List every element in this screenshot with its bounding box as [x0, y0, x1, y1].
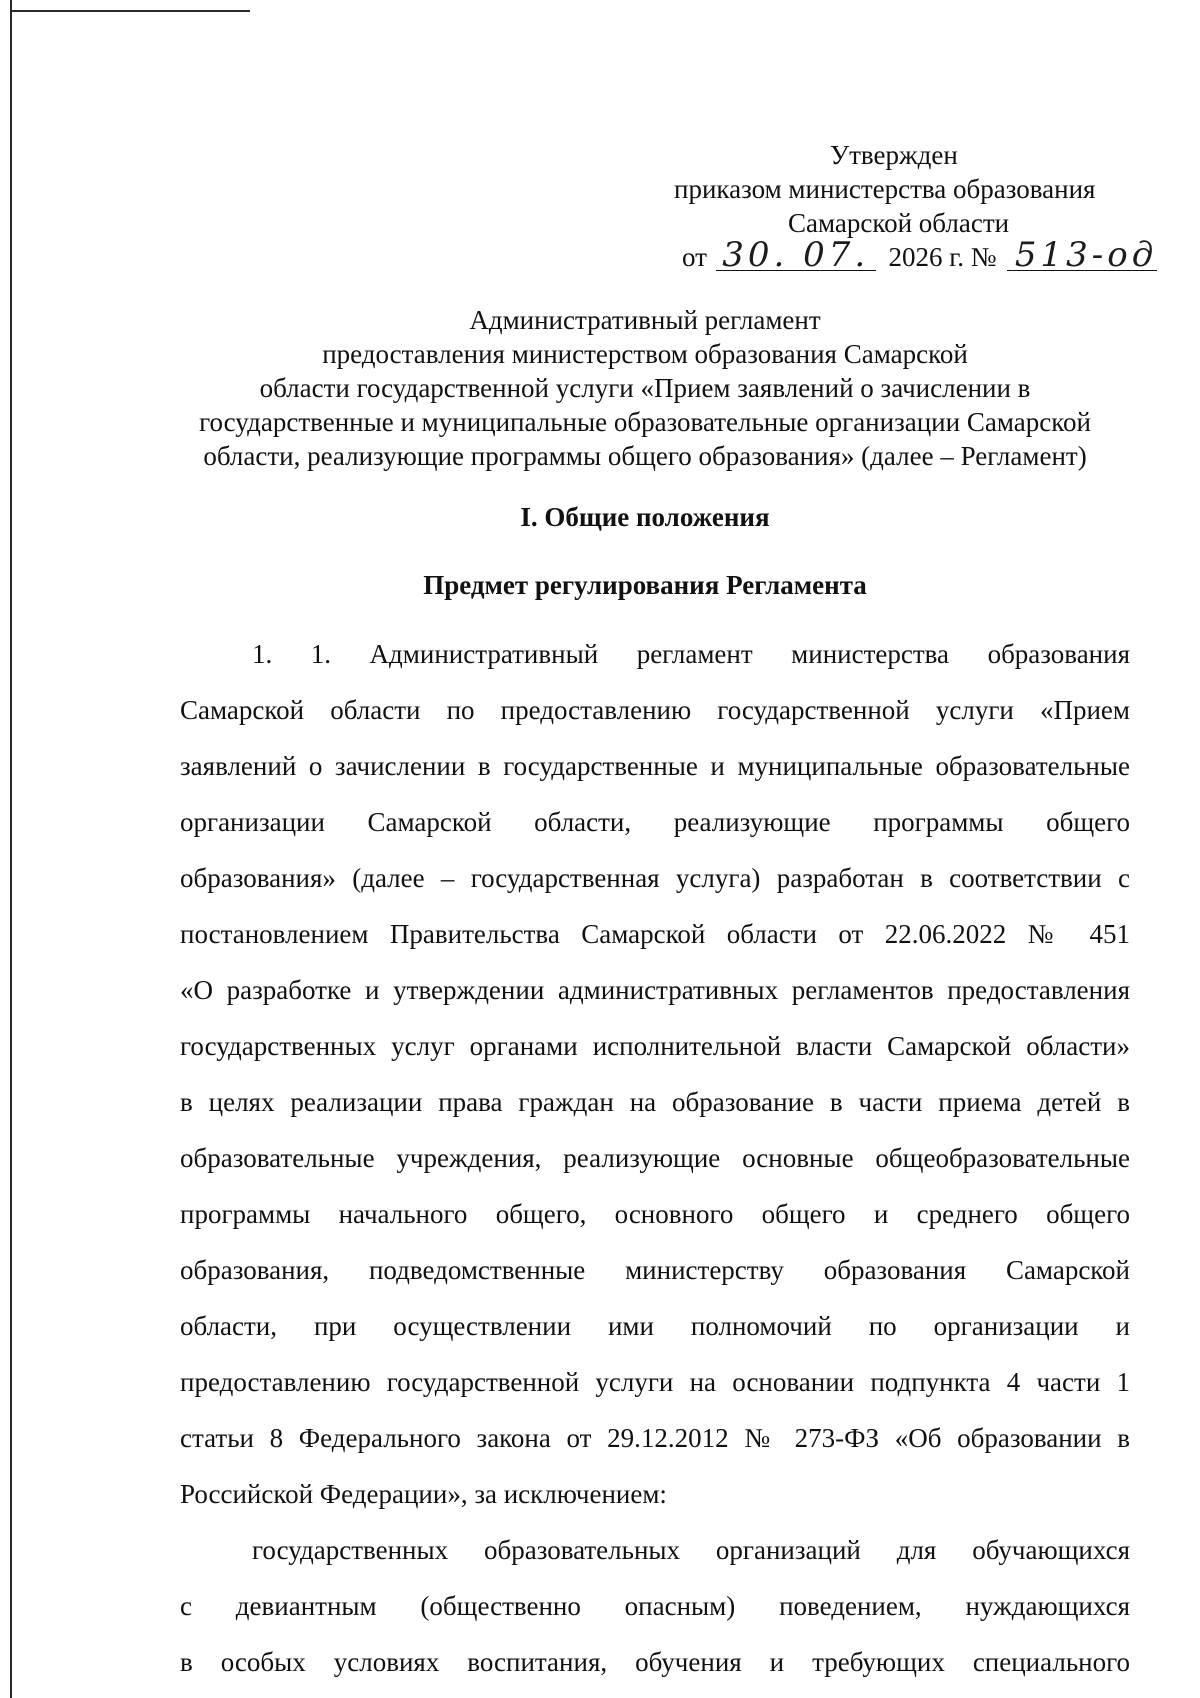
- handwritten-order-number: 513-од: [1007, 240, 1157, 271]
- paragraph-line: образования, подведомственные министерству образования Самарской: [180, 1255, 1130, 1285]
- paragraph-line: в целях реализации права граждан на образование в части приема детей в: [180, 1087, 1130, 1117]
- paragraph-line: Самарской области по предоставлению государственной услуги «Прием: [180, 695, 1130, 725]
- approval-line-region: Самарской области: [788, 208, 1010, 238]
- paragraph-line: заявлений о зачислении в государственные и муниципальные образовательные: [180, 751, 1130, 781]
- paragraph-line: предоставлению государственной услуги на основании подпункта 4 части 1: [180, 1367, 1130, 1397]
- approval-line-approved: Утвержден: [830, 140, 958, 170]
- title-line: области государственной услуги «Прием заявлений о зачислении в: [259, 373, 1031, 403]
- scan-border-top: [10, 10, 250, 12]
- title-line: Административный регламент: [469, 305, 821, 335]
- subsection-heading: Предмет регулирования Регламента: [423, 570, 867, 600]
- title-line: области, реализующие программы общего образования» (далее – Регламент): [203, 441, 1087, 471]
- paragraph-line: с девиантным (общественно опасным) поведением, нуждающихся: [180, 1591, 1130, 1621]
- date-prefix: от: [682, 242, 707, 272]
- approval-stamp-block: [660, 138, 1158, 280]
- title-line: государственные и муниципальные образовательные организации Самарской: [199, 407, 1091, 437]
- paragraph-line: программы начального общего, основного общего и среднего общего: [180, 1199, 1130, 1229]
- approval-line-date-number: [660, 235, 1158, 280]
- scan-border-left: [10, 0, 12, 1698]
- section-heading: I. Общие положения: [520, 502, 770, 532]
- paragraph-line: образовательные учреждения, реализующие основные общеобразовательные: [180, 1143, 1130, 1173]
- year-and-number-label: 2026 г. №: [888, 242, 997, 272]
- paragraph-line: 1. 1. Административный регламент министерства образования: [252, 639, 1130, 669]
- body-text: [180, 626, 1130, 1690]
- paragraph-line: статьи 8 Федерального закона от 29.12.2012 № 273-ФЗ «Об образовании в: [180, 1423, 1130, 1453]
- paragraph-line: образования» (далее – государственная услуга) разработан в соответствии с: [180, 863, 1130, 893]
- approval-line-order: приказом министерства образования: [674, 174, 1096, 204]
- title-line: предоставления министерством образования Самарской: [322, 339, 968, 369]
- paragraph-line: в особых условиях воспитания, обучения и требующих специального: [180, 1647, 1130, 1677]
- paragraph-line: «О разработке и утверждении административных регламентов предоставления: [180, 975, 1130, 1005]
- document-title: [160, 303, 1130, 473]
- paragraph-line: государственных образовательных организаций для обучающихся: [252, 1535, 1130, 1565]
- paragraph-line: организации Самарской области, реализующие программы общего: [180, 807, 1130, 837]
- paragraph-line: государственных услуг органами исполнительной власти Самарской области»: [180, 1031, 1130, 1061]
- paragraph-line: области, при осуществлении ими полномочий по организации и: [180, 1311, 1130, 1341]
- handwritten-date: 30. 07.: [716, 240, 876, 271]
- paragraph-line: постановлением Правительства Самарской области от 22.06.2022 № 451: [180, 919, 1130, 949]
- paragraph-line: Российской Федерации», за исключением:: [180, 1479, 667, 1509]
